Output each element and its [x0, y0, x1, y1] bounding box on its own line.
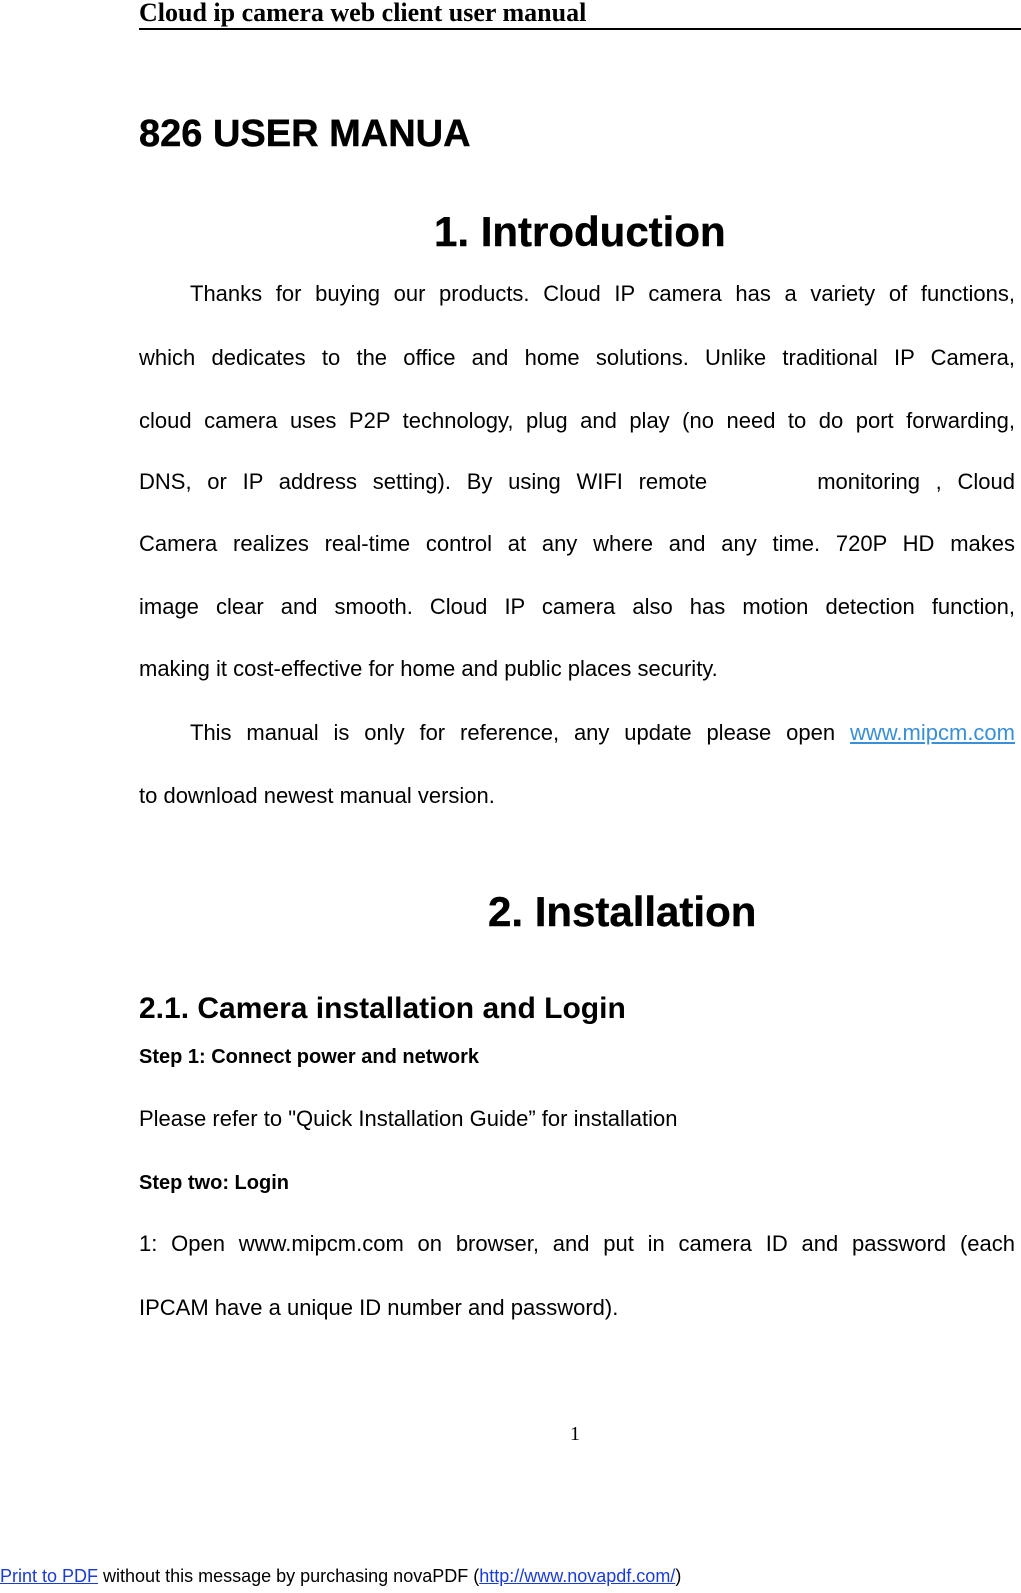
section-heading-introduction: 1. Introduction [434, 208, 726, 255]
mipcm-link[interactable]: www.mipcm.com [849, 720, 1015, 745]
step1-text: Please refer to "Quick Installation Guide” for installation [139, 1106, 678, 1131]
page-number: 1 [570, 1423, 580, 1445]
section-heading-installation: 2. Installation [488, 888, 757, 935]
paragraph-line: making it cost-effective for home and public places security. [139, 656, 718, 681]
paragraph-line: 1: Open www.mipcm.com on browser, and put in camera ID and password (each [139, 1231, 1015, 1256]
print-to-pdf-link[interactable]: Print to PDF [0, 1566, 99, 1586]
paragraph-line: Camera realizes real-time control at any where and any time. 720P HD makes [139, 531, 1015, 556]
footer-close: ) [675, 1566, 682, 1586]
paragraph-line: image clear and smooth. Cloud IP camera also has motion detection function, [139, 594, 1015, 619]
document-title: 826 USER MANUA [139, 113, 471, 155]
paragraph-line: cloud camera uses P2P technology, plug and play (no need to do port forwarding, [139, 408, 1015, 433]
paragraph-line: which dedicates to the office and home solutions. Unlike traditional IP Camera, [139, 345, 1015, 370]
running-header [139, 0, 1021, 30]
print-footer [0, 1564, 681, 1588]
reference-text: This manual is only for reference, any update please open [190, 720, 836, 745]
reference-paragraph-line [139, 719, 1015, 747]
footer-message: without this message by purchasing novaPDF ( [98, 1566, 480, 1586]
paragraph-line: DNS, or IP address setting). By using WIFI remote monitoring , Cloud [139, 469, 1015, 494]
step2-heading: Step two: Login [139, 1172, 289, 1194]
paragraph-line: Thanks for buying our products. Cloud IP camera has a variety of functions, [190, 281, 1015, 306]
subsection-heading: 2.1. Camera installation and Login [139, 992, 626, 1025]
step1-heading: Step 1: Connect power and network [139, 1046, 480, 1068]
novapdf-link[interactable]: http://www.novapdf.com/ [479, 1566, 676, 1586]
paragraph-line: to download newest manual version. [139, 783, 495, 808]
paragraph-line: IPCAM have a unique ID number and password). [139, 1295, 619, 1320]
running-header-title: Cloud ip camera web client user manual [139, 0, 587, 27]
